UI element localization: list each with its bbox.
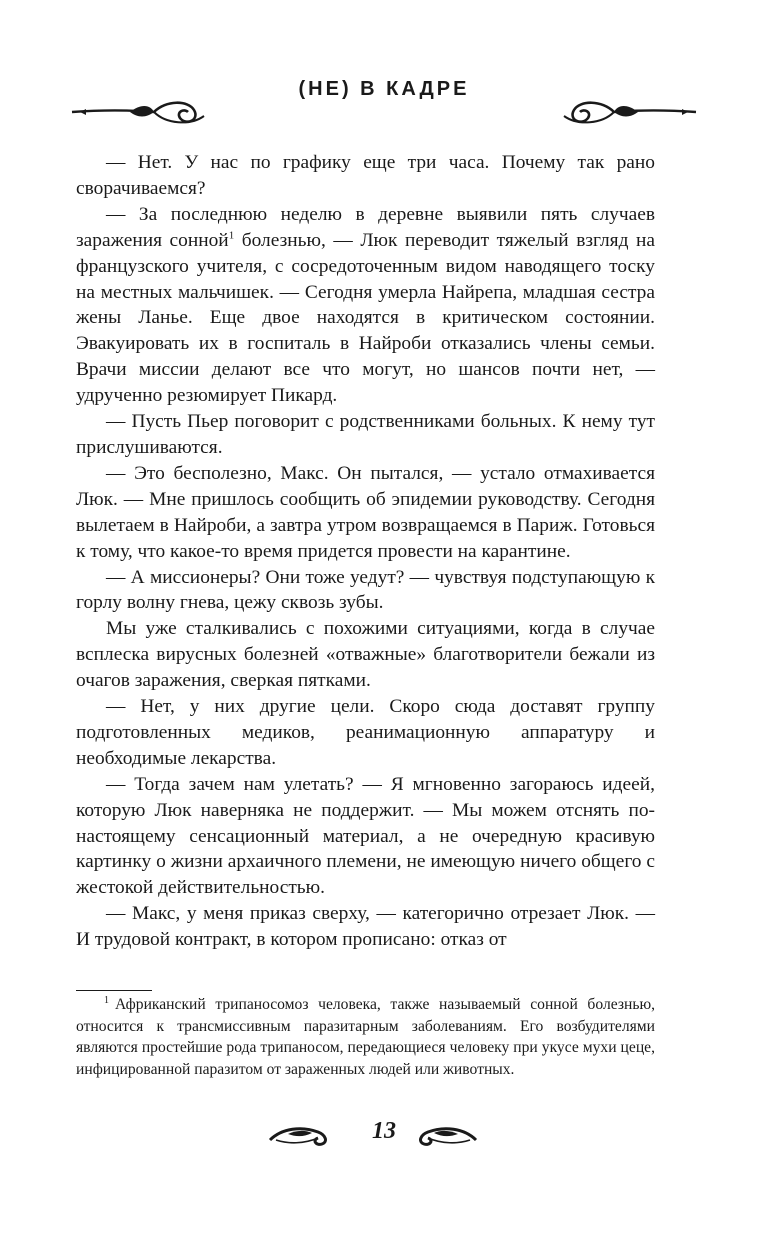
paragraph: — А миссионеры? Они тоже уедут? — чувствуя подступающую к горлу волну гнева, цежу сквозь зубы.: [76, 566, 655, 614]
paragraph: — Макс, у меня приказ сверху, — категорично отрезает Люк. — И трудовой контракт, в котором прописано: отказ от: [76, 903, 655, 951]
paragraph: — Нет. У нас по графику еще три часа. Почему так рано сворачиваемся?: [76, 152, 655, 199]
paragraph: Мы уже сталкивались с похожими ситуациями, когда в случае всплеска вирусных болезней «отважные» благотворители бежали из очагов заражения, сверкая пятками.: [76, 618, 655, 692]
paragraph: — Это бесполезно, Макс. Он пытался, — устало отмахивается Люк. — Мне пришлось сообщить об эпидемии руководству. Сегодня вылетаем в Найроби, а завтра утром возвращаемся в Париж. Готовься к тому, что какое-то время придется провести на карантине.: [76, 462, 655, 562]
footnote-paragraph: [76, 994, 655, 1080]
scroll-flourish-icon: [558, 94, 698, 130]
paragraph: — Тогда зачем нам улетать? — Я мгновенно загораюсь идеей, которую Люк наверняка не поддержит. — Мы можем отснять по-настоящему сенсационный материал, а не очередную красивую картинку о жизни архаичного племени, не имеющую ничего общего с жестокой действительностью.: [76, 773, 655, 899]
folio: [0, 1116, 768, 1156]
paragraph: — Нет, у них другие цели. Скоро сюда доставят группу подготовленных медиков, реанимационную аппаратуру и необходимые лекарства.: [76, 696, 655, 769]
scroll-flourish-icon: [70, 94, 210, 130]
footnote-marker: 1: [104, 994, 109, 1006]
running-header: (НЕ) В КАДРЕ: [298, 78, 470, 100]
footnote-divider: [76, 990, 152, 991]
footnote: [76, 994, 655, 1080]
paragraph: [76, 202, 655, 409]
paragraph-text: болезнью, — Люк переводит тяжелый взгляд на французского учителя, с сосредоточенным видом наводящего тоску на местных мальчишек. — Сегодня умерла Найрепа, младшая сестра жены Ланье. Еще двое находятся в критическом состоянии. Эвакуировать их в госпиталь в Найроби отказались члены семьи. Врачи миссии делают все что могут, но шансов почти нет, — удрученно резюмирует Пикард.: [76, 229, 655, 407]
scroll-flourish-icon: [412, 1120, 478, 1148]
body-text: [76, 150, 655, 953]
page-number: 13: [372, 1118, 396, 1144]
paragraph: — Пусть Пьер поговорит с родственниками больных. К нему тут прислушиваются.: [76, 411, 655, 458]
paragraph-text: — За последнюю неделю в деревне выявили пять случаев заражения сонной: [76, 203, 655, 251]
footnote-text: Африканский трипаносомоз человека, также называемый сонной болезнью, относится к трансмиссивным паразитарным заболеваниям. Его возбудителями являются простейшие рода трипаносом, передающиеся человеку при укусе мухи цеце, инфицированной паразитом от зараженных людей или животных.: [76, 996, 655, 1078]
footnote-reference[interactable]: 1: [228, 229, 235, 242]
